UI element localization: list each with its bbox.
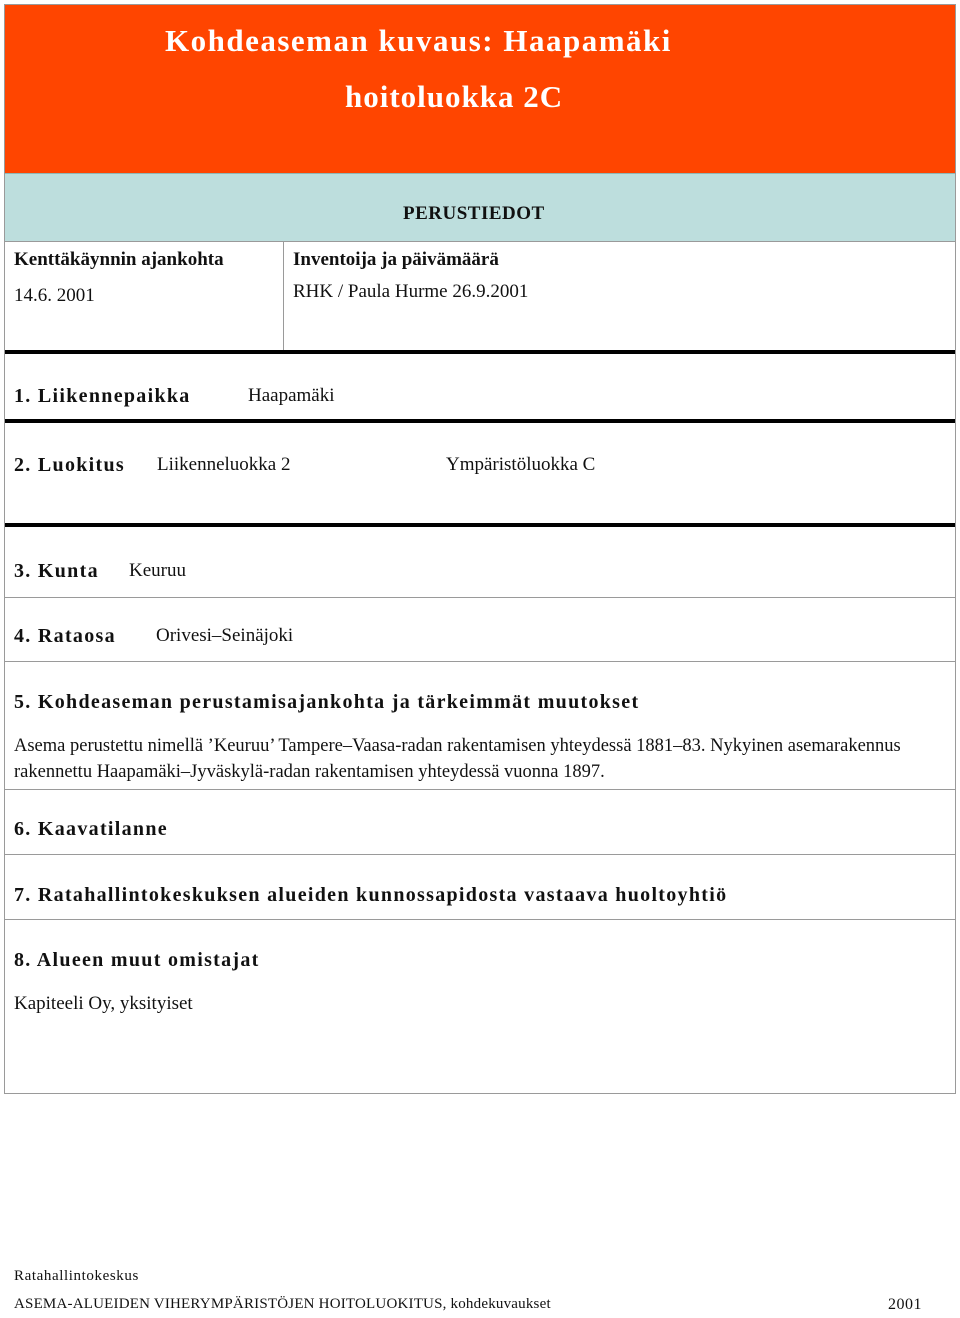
document-frame xyxy=(4,4,956,1094)
page-title: Kohdeaseman kuvaus: Haapamäki xyxy=(165,23,672,58)
info-column-divider xyxy=(283,241,284,350)
section-4-value: Orivesi–Seinäjoki xyxy=(156,625,294,646)
page-subtitle: hoitoluokka 2C xyxy=(345,79,564,114)
section-8-value: Kapiteeli Oy, yksityiset xyxy=(14,993,193,1014)
inventory-label: Inventoija ja päivämäärä xyxy=(293,249,499,270)
divider-thin xyxy=(5,854,955,855)
section-1-value: Haapamäki xyxy=(248,385,335,406)
footer-year: 2001 xyxy=(888,1296,922,1313)
divider-thin xyxy=(5,789,955,790)
visit-date-value: 14.6. 2001 xyxy=(14,285,95,306)
section-7-label: 7. Ratahallintokeskuksen alueiden kunnossapidosta vastaava huoltoyhtiö xyxy=(14,884,728,906)
divider-thick xyxy=(5,419,955,423)
divider-thin xyxy=(5,597,955,598)
divider-thin xyxy=(5,919,955,920)
section-5-label: 5. Kohdeaseman perustamisajankohta ja tärkeimmät muutokset xyxy=(14,691,640,713)
footer-organization: Ratahallintokeskus xyxy=(14,1268,139,1284)
section-1-label: 1. Liikennepaikka xyxy=(14,385,191,407)
section-4-label: 4. Rataosa xyxy=(14,625,116,647)
section-2-traffic-class: Liikenneluokka 2 xyxy=(157,454,291,475)
section-5-text: Asema perustettu nimellä ’Keuruu’ Tampere–Vaasa-radan rakentamisen yhteydessä 1881–83. Nykyinen asemarakennus rakennettu Haapamäki–Jyväskylä-radan rakentamisen yhteydessä vuonna 1897. xyxy=(14,736,901,782)
section-3-value: Keuruu xyxy=(129,560,186,581)
section-2-label: 2. Luokitus xyxy=(14,454,126,476)
divider-thick xyxy=(5,350,955,354)
divider-thin xyxy=(5,661,955,662)
divider-thick xyxy=(5,523,955,527)
section-8-label: 8. Alueen muut omistajat xyxy=(14,949,260,971)
section-3-label: 3. Kunta xyxy=(14,560,99,582)
inventory-value: RHK / Paula Hurme 26.9.2001 xyxy=(293,281,529,302)
basic-info-header: PERUSTIEDOT xyxy=(403,203,545,224)
section-2-environment-class: Ympäristöluokka C xyxy=(446,454,596,475)
section-6-label: 6. Kaavatilanne xyxy=(14,818,168,840)
footer-document-title: ASEMA-ALUEIDEN VIHERYMPÄRISTÖJEN HOITOLUOKITUS, kohdekuvaukset xyxy=(14,1296,551,1312)
visit-date-label: Kenttäkäynnin ajankohta xyxy=(14,249,224,270)
